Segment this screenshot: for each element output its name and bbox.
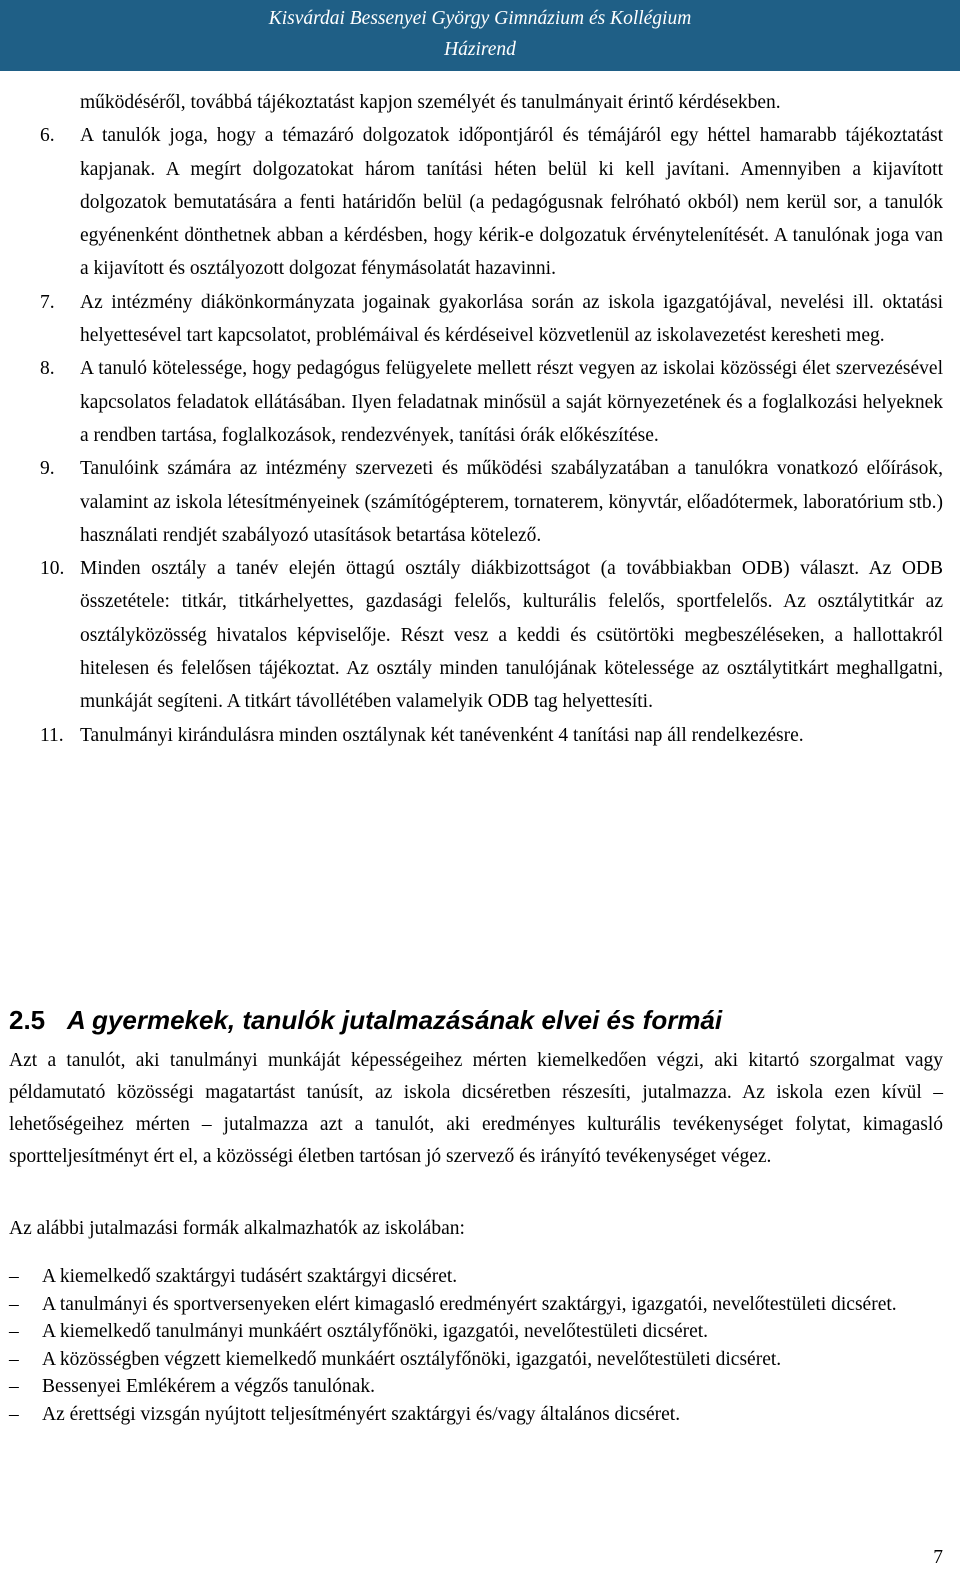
header-title: Kisvárdai Bessenyei György Gimnázium és Kollégium xyxy=(268,8,692,29)
item-number: 8. xyxy=(40,358,55,380)
list-item xyxy=(40,286,943,353)
item-text: A tanulók joga, hogy a témazáró dolgozatok időpontjáról és témájáról egy héttel hamarabb tájékoztatást kapjanak. A megírt dolgozatokat három tanítási héten belül ki kell javítani. Amennyiben a kijavított dolgozatok bemutatására a fenti határidőn belül (a pedagógusnak felróható okból) nem kerül sor, a tanulók egyénenként dönthetnek abban a kérdésben, hogy kérik-e dolgozatuk érvénytelenítését. A tanulónak joga van a kijavított és osztályozott dolgozat fénymásolatát hazavinni. xyxy=(80,125,943,280)
item-text: működéséről, továbbá tájékoztatást kapjon személyét és tanulmányait érintő kérdésekben. xyxy=(80,92,781,113)
item-text: A tanuló kötelessége, hogy pedagógus felügyelete mellett részt vegyen az iskolai közösségi élet szervezésével kapcsolatos feladatok ellátásában. Ilyen feladatnak minősül a saját környezetének és a foglalkozási helyeknek a rendben tartása, foglalkozások, rendezvények, tanítási órák előkészítése. xyxy=(80,358,943,446)
list-item xyxy=(9,1373,943,1401)
list-item xyxy=(40,719,943,752)
bullet-marker: – xyxy=(9,1266,19,1287)
section-title: A gyermekek, tanulók jutalmazásának elvei és formái xyxy=(67,1005,723,1035)
page-number: 7 xyxy=(933,1547,943,1568)
item-text: Tanulmányi kirándulásra minden osztálynak két tanévenként 4 tanítási nap áll rendelkezésre. xyxy=(80,724,804,746)
page-header xyxy=(0,0,960,71)
rules-list xyxy=(40,86,943,752)
reward-list xyxy=(9,1263,943,1429)
item-number: 6. xyxy=(40,125,55,147)
section-intro: Az alábbi jutalmazási formák alkalmazhatók az iskolában: xyxy=(9,1218,465,1239)
list-item xyxy=(40,552,943,718)
list-item xyxy=(9,1346,943,1374)
bullet-text: A tanulmányi és sportversenyeken elért kimagasló eredményért szaktárgyi, igazgatói, nevelőtestületi dicséret. xyxy=(42,1293,897,1315)
item-text: Az intézmény diákönkormányzata jogainak gyakorlása során az iskola igazgatójával, nevelési ill. oktatási helyettesével tart kapcsolatot, problémáival és kérdéseivel közvetlenül az iskolavezetést keresheti meg. xyxy=(80,291,943,347)
list-item xyxy=(9,1318,943,1346)
list-item xyxy=(40,119,943,285)
list-item xyxy=(9,1291,943,1319)
section-number: 2.5 xyxy=(9,1005,46,1035)
item-number: 11. xyxy=(40,724,64,746)
section-heading xyxy=(9,1003,939,1037)
item-text: Minden osztály a tanév elején öttagú osztály diákbizottságot (a továbbiakban ODB) választ. Az ODB összetétele: titkár, titkárhelyettes, gazdasági felelős, kulturális felelős, sportfelelős. Az osztálytitkár az osztályközösség hivatalos képviselője. Részt vesz a keddi és csütörtöki megbeszéléseken, a hallottakról hitelesen és felelősen tájékoztat. Az osztály minden tanulójának kötelessége az osztálytitkárt meghallgatni, munkáját segíteni. A titkárt távollétében valamelyik ODB tag helyettesíti. xyxy=(80,558,943,713)
section-paragraph: Azt a tanulót, aki tanulmányi munkáját képességeihez mérten kiemelkedően végzi, aki kitartó szorgalmat vagy példamutató közösségi magatartást tanúsít, az iskola dicséretben részesíti, jutalmazza. Az iskola ezen kívül – lehetőségeihez mérten – jutalmazza azt a tanulót, aki eredményes kulturális tevékenységet folytat, kimagasló sportteljesítményt ért el, a közösségi életben tartósan jó szervező és irányító tevékenységet végez. xyxy=(9,1050,943,1167)
list-item xyxy=(40,86,943,119)
bullet-marker: – xyxy=(9,1348,19,1370)
bullet-marker: – xyxy=(9,1403,19,1425)
header-subtitle: Házirend xyxy=(444,39,516,60)
list-item xyxy=(40,452,943,552)
item-number: 7. xyxy=(40,291,55,313)
bullet-text: A közösségben végzett kiemelkedő munkáért osztályfőnöki, igazgatói, nevelőtestületi dicséret. xyxy=(42,1348,782,1370)
item-number: 10. xyxy=(40,558,65,580)
bullet-text: A kiemelkedő tanulmányi munkáért osztályfőnöki, igazgatói, nevelőtestületi dicséret. xyxy=(42,1321,709,1343)
bullet-text: Az érettségi vizsgán nyújtott teljesítményért szaktárgyi és/vagy általános dicséret. xyxy=(42,1403,681,1425)
item-number: 9. xyxy=(40,458,55,480)
list-item xyxy=(9,1263,943,1291)
bullet-marker: – xyxy=(9,1321,19,1343)
list-item xyxy=(9,1401,943,1429)
bullet-marker: – xyxy=(9,1293,19,1315)
item-text: Tanulóink számára az intézmény szervezeti és működési szabályzatában a tanulókra vonatkozó előírások, valamint az iskola létesítményeinek (számítógépterem, tornaterem, könyvtár, előadótermek, laboratórium stb.) használati rendjét szabályozó utasítások betartása kötelező. xyxy=(80,458,943,546)
bullet-text: A kiemelkedő szaktárgyi tudásért szaktárgyi dicséret. xyxy=(42,1266,458,1287)
bullet-marker: – xyxy=(9,1376,19,1398)
bullet-text: Bessenyei Emlékérem a végzős tanulónak. xyxy=(42,1376,376,1398)
list-item xyxy=(40,352,943,452)
